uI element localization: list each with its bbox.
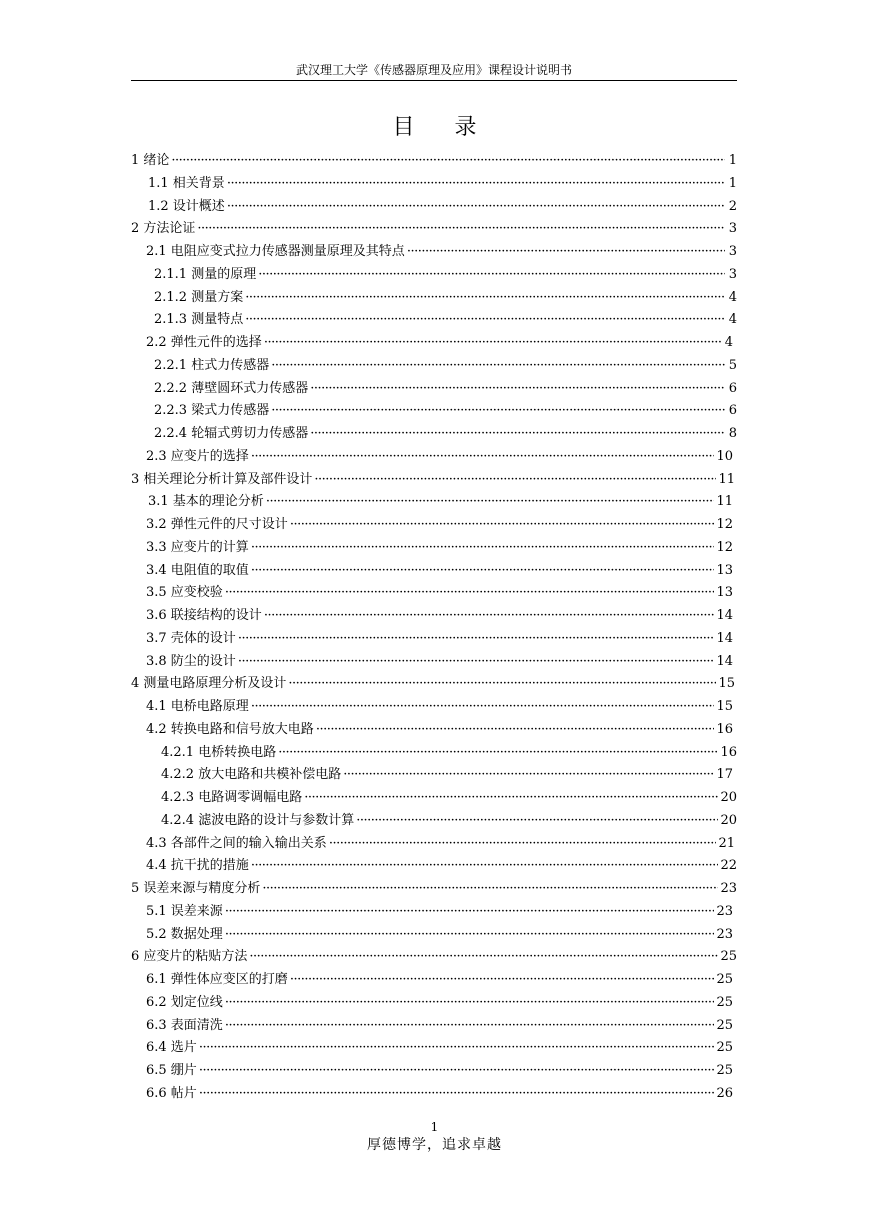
- toc-entry-page: 21: [718, 836, 735, 851]
- toc-entry-page: 16: [720, 745, 737, 760]
- toc-entry-label: 6.2 划定位线: [146, 995, 223, 1010]
- toc-entry[interactable]: [146, 606, 733, 626]
- toc-entry[interactable]: [146, 629, 733, 649]
- toc-entry-page: 6: [728, 381, 737, 396]
- toc-leader-dots: [238, 652, 715, 672]
- toc-leader-dots: [407, 242, 725, 262]
- toc-leader-dots: [251, 538, 715, 558]
- toc-entry[interactable]: [146, 697, 733, 717]
- toc-entry-label: 3.4 电阻值的取值: [146, 563, 249, 578]
- toc-entry[interactable]: [148, 492, 733, 512]
- toc-entry-page: 26: [716, 1086, 733, 1101]
- toc-entry-page: 16: [716, 722, 733, 737]
- toc-entry-page: 15: [718, 676, 735, 691]
- toc-entry-label: 2.1 电阻应变式拉力传感器测量原理及其特点: [146, 244, 405, 259]
- toc-entry-page: 25: [716, 972, 733, 987]
- toc-leader-dots: [262, 879, 718, 899]
- toc-entry-page: 20: [720, 813, 737, 828]
- toc-entry-page: 12: [716, 540, 733, 555]
- page-header: [131, 62, 737, 81]
- toc-entry-page: 11: [718, 472, 735, 487]
- toc-entry-label: 6.6 帖片: [146, 1086, 197, 1101]
- toc-leader-dots: [316, 720, 715, 740]
- toc-entry[interactable]: [146, 1084, 733, 1104]
- toc-entry-page: 15: [716, 699, 733, 714]
- toc-entry-label: 6.4 选片: [146, 1040, 197, 1055]
- toc-entry[interactable]: [131, 947, 737, 967]
- toc-entry-page: 13: [716, 563, 733, 578]
- toc-leader-dots: [264, 333, 721, 353]
- toc-entry[interactable]: [148, 174, 737, 194]
- toc-entry-label: 3.1 基本的理论分析: [148, 494, 264, 509]
- page-number: 1: [430, 1120, 439, 1134]
- toc-entry-page: 3: [728, 244, 737, 259]
- toc-leader-dots: [266, 492, 715, 512]
- toc-leader-dots: [199, 1038, 715, 1058]
- toc-entry[interactable]: [154, 356, 737, 376]
- toc-entry-label: 3 相关理论分析计算及部件设计: [131, 472, 313, 487]
- toc-entry[interactable]: [146, 333, 733, 353]
- toc-entry[interactable]: [131, 470, 735, 490]
- toc-leader-dots: [199, 1084, 715, 1104]
- toc-entry-page: 4: [724, 335, 733, 350]
- toc-entry[interactable]: [146, 652, 733, 672]
- toc-entry-label: 3.7 壳体的设计: [146, 631, 236, 646]
- toc-entry[interactable]: [154, 310, 737, 330]
- toc-entry-page: 2: [728, 199, 737, 214]
- toc-entry-page: 4: [728, 312, 737, 327]
- toc-entry-label: 2.1.3 测量特点: [154, 312, 244, 327]
- toc-entry[interactable]: [146, 902, 733, 922]
- toc-entry[interactable]: [146, 856, 737, 876]
- toc-entry[interactable]: [146, 561, 733, 581]
- toc-entry-label: 4.2.1 电桥转换电路: [161, 745, 277, 760]
- toc-leader-dots: [290, 515, 715, 535]
- toc-entry-page: 10: [716, 449, 733, 464]
- toc-leader-dots: [225, 902, 715, 922]
- toc-entry-label: 2.2.2 薄壁圆环式力传感器: [154, 381, 309, 396]
- toc-entry-label: 3.6 联接结构的设计: [146, 608, 262, 623]
- toc-entry[interactable]: [131, 219, 737, 239]
- toc-entry[interactable]: [131, 674, 735, 694]
- toc-entry[interactable]: [146, 925, 733, 945]
- toc-entry-label: 6.1 弹性体应变区的打磨: [146, 972, 288, 987]
- toc-leader-dots: [278, 743, 718, 763]
- toc-entry-label: 2 方法论证: [131, 221, 196, 236]
- toc-entry-label: 2.1.2 测量方案: [154, 290, 244, 305]
- toc-entry[interactable]: [146, 515, 733, 535]
- toc-entry[interactable]: [146, 583, 733, 603]
- toc-entry-page: 25: [720, 949, 737, 964]
- toc-entry-page: 14: [716, 608, 733, 623]
- toc-entry-page: 1: [728, 153, 737, 168]
- toc-leader-dots: [227, 197, 725, 217]
- toc-entry-label: 2.1.1 测量的原理: [154, 267, 257, 282]
- toc-entry-label: 4.1 电桥电路原理: [146, 699, 249, 714]
- toc-entry-page: 25: [716, 1040, 733, 1055]
- toc-entry[interactable]: [161, 743, 737, 763]
- toc-entry-label: 3.8 防尘的设计: [146, 654, 236, 669]
- toc-leader-dots: [258, 265, 725, 285]
- toc-leader-dots: [288, 674, 716, 694]
- toc-entry-label: 1.1 相关背景: [148, 176, 225, 191]
- toc-entry[interactable]: [131, 151, 737, 171]
- toc-entry[interactable]: [146, 242, 737, 262]
- toc-entry-label: 4 测量电路原理分析及设计: [131, 676, 287, 691]
- toc-entry-page: 8: [728, 426, 737, 441]
- toc-entry[interactable]: [154, 379, 737, 399]
- toc-entry[interactable]: [146, 970, 733, 990]
- toc-leader-dots: [245, 310, 725, 330]
- toc-leader-dots: [310, 424, 725, 444]
- toc-leader-dots: [264, 606, 715, 626]
- toc-entry[interactable]: [146, 447, 733, 467]
- toc-leader-dots: [290, 970, 715, 990]
- toc-entry[interactable]: [148, 197, 737, 217]
- toc-entry-page: 23: [716, 927, 733, 942]
- toc-entry-label: 6 应变片的粘贴方法: [131, 949, 248, 964]
- toc-entry[interactable]: [131, 879, 737, 899]
- toc-entry-label: 2.3 应变片的选择: [146, 449, 249, 464]
- toc-leader-dots: [225, 925, 715, 945]
- toc-entry-page: 6: [728, 403, 737, 418]
- toc-leader-dots: [225, 1016, 715, 1036]
- toc-leader-dots: [225, 583, 715, 603]
- toc-entry[interactable]: [146, 538, 733, 558]
- toc-entry-label: 6.5 绷片: [146, 1063, 197, 1078]
- toc-entry[interactable]: [161, 788, 737, 808]
- toc-entry-label: 2.2.1 柱式力传感器: [154, 358, 270, 373]
- toc-entry[interactable]: [154, 265, 737, 285]
- toc-entry-label: 4.2.2 放大电路和共模补偿电路: [161, 767, 342, 782]
- toc-entry-page: 3: [728, 267, 737, 282]
- toc-entry[interactable]: [146, 834, 735, 854]
- toc-entry[interactable]: [146, 1061, 733, 1081]
- toc-leader-dots: [199, 1061, 715, 1081]
- toc-leader-dots: [271, 401, 725, 421]
- toc-leader-dots: [329, 834, 717, 854]
- toc-leader-dots: [314, 470, 716, 490]
- toc-entry-page: 1: [728, 176, 737, 191]
- toc-entry-page: 25: [716, 995, 733, 1010]
- footer-motto: 厚德博学，追求卓越: [367, 1137, 502, 1153]
- toc-leader-dots: [249, 947, 718, 967]
- toc-entry[interactable]: [146, 1016, 733, 1036]
- toc-entry-label: 6.3 表面清洗: [146, 1018, 223, 1033]
- toc-leader-dots: [225, 993, 715, 1013]
- toc-entry-page: 4: [728, 290, 737, 305]
- toc-entry-label: 5.2 数据处理: [146, 927, 223, 942]
- toc-entry[interactable]: [154, 424, 737, 444]
- toc-leader-dots: [197, 219, 725, 239]
- toc-entry-page: 13: [716, 585, 733, 600]
- toc-entry-page: 14: [716, 631, 733, 646]
- toc-entry-label: 2.2.3 梁式力传感器: [154, 403, 270, 418]
- toc-entry[interactable]: [161, 765, 733, 785]
- toc-entry[interactable]: [146, 993, 733, 1013]
- toc-entry-label: 3.3 应变片的计算: [146, 540, 249, 555]
- toc-entry-label: 5.1 误差来源: [146, 904, 223, 919]
- toc-entry-page: 25: [716, 1063, 733, 1078]
- toc-leader-dots: [251, 447, 715, 467]
- toc-leader-dots: [271, 356, 725, 376]
- header-text: 武汉理工大学《传感器原理及应用》课程设计说明书: [295, 63, 572, 77]
- toc-entry-label: 2.2.4 轮辐式剪切力传感器: [154, 426, 309, 441]
- toc-entry-page: 23: [716, 904, 733, 919]
- toc-entry-label: 4.3 各部件之间的输入输出关系: [146, 836, 327, 851]
- toc-entry-page: 11: [716, 494, 733, 509]
- toc-leader-dots: [310, 379, 725, 399]
- toc-entry-label: 3.5 应变校验: [146, 585, 223, 600]
- toc-leader-dots: [227, 174, 725, 194]
- toc-entry-label: 1 绪论: [131, 153, 170, 168]
- toc-entry-page: 14: [716, 654, 733, 669]
- toc-entry[interactable]: [146, 720, 733, 740]
- toc-entry-page: 17: [716, 767, 733, 782]
- toc-entry-label: 4.2.4 滤波电路的设计与参数计算: [161, 813, 355, 828]
- toc-entry-label: 1.2 设计概述: [148, 199, 225, 214]
- toc-leader-dots: [251, 856, 719, 876]
- page-title: [0, 114, 869, 142]
- toc-entry-page: 20: [720, 790, 737, 805]
- toc-leader-dots: [251, 697, 715, 717]
- title-part-2: 录: [454, 115, 477, 140]
- toc-entry-page: 5: [728, 358, 737, 373]
- toc-leader-dots: [238, 629, 715, 649]
- toc-entry-label: 3.2 弹性元件的尺寸设计: [146, 517, 288, 532]
- toc-entry-label: 5 误差来源与精度分析: [131, 881, 261, 896]
- toc-entry[interactable]: [161, 811, 737, 831]
- toc-leader-dots: [343, 765, 714, 785]
- toc-entry[interactable]: [154, 288, 737, 308]
- toc-entry[interactable]: [146, 1038, 733, 1058]
- toc-leader-dots: [251, 561, 715, 581]
- title-part-1: 目: [392, 115, 415, 140]
- toc-entry-label: 4.2 转换电路和信号放大电路: [146, 722, 314, 737]
- toc-leader-dots: [245, 288, 725, 308]
- toc-entry-page: 22: [720, 858, 737, 873]
- toc-entry-label: 4.2.3 电路调零调幅电路: [161, 790, 303, 805]
- toc-entry-page: 3: [728, 221, 737, 236]
- toc-entry-page: 23: [720, 881, 737, 896]
- toc-leader-dots: [356, 811, 718, 831]
- toc-leader-dots: [171, 151, 725, 171]
- toc-entry-page: 12: [716, 517, 733, 532]
- toc-leader-dots: [304, 788, 718, 808]
- toc-entry[interactable]: [154, 401, 737, 421]
- toc-entry-label: 2.2 弹性元件的选择: [146, 335, 262, 350]
- toc-entry-label: 4.4 抗干扰的措施: [146, 858, 249, 873]
- toc-entry-page: 25: [716, 1018, 733, 1033]
